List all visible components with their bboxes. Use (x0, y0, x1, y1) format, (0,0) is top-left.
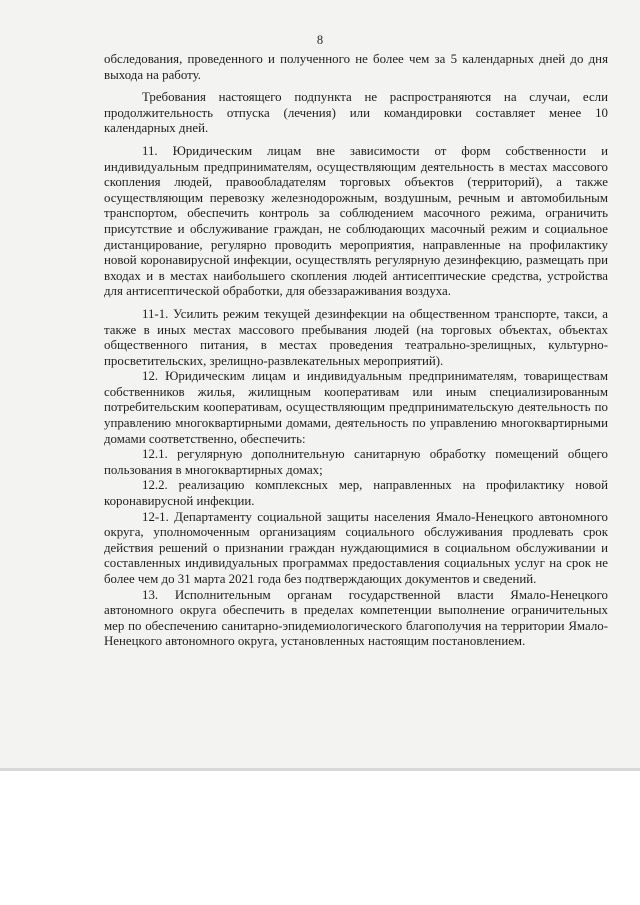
paragraph-13: 13. Исполнительным органам государственной власти Ямало-Ненецкого автономного округа обеспечить в пределах компетенции выполнение ограничительных мер по обеспечению санитарно-эпидемиологического благополучия на территории Ямало-Ненецкого автономного округа, установленных настоящим постановлением. (104, 587, 608, 649)
page-number: 8 (316, 33, 324, 47)
paragraph-12-1-dept: 12-1. Департаменту социальной защиты населения Ямало-Ненецкого автономного округа, уполномоченным организациям социального обслуживания продлевать срок действия решений о признании граждан нуждающимися в социальном обслуживании и составленных индивидуальных программах предоставления социальных услуг на срок не более чем до 31 марта 2021 года без подтверждающих документов и сведений. (104, 509, 608, 586)
document-body (104, 52, 608, 650)
paragraph-11: 11. Юридическим лицам вне зависимости от форм собственности и индивидуальным предпринимателям, осуществляющим деятельность в местах массового скопления людей, правообладателям торговых объектов (территорий), а также осуществляющим перевозку железнодорожным, воздушным, речным и автомобильным транспортом, обеспечить контроль за соблюдением масочного режима, ограничить присутствие и обслуживание граждан, не соблюдающих масочный режим и социальное дистанцирование, регулярно проводить мероприятия, направленные на профилактику новой коронавирусной инфекции, осуществлять регулярную дезинфекцию, размещать при входах и в местах наибольшего скопления людей антисептические средства, устройства для антисептической обработки, для обеззараживания воздуха. (104, 143, 608, 299)
paragraph-exception: Требования настоящего подпункта не распространяются на случаи, если продолжительность отпуска (лечения) или командировки составляет менее 10 календарных дней. (104, 90, 608, 136)
paragraph-12-2: 12.2. реализацию комплексных мер, направленных на профилактику новой коронавирусной инфекции. (104, 478, 608, 509)
paragraph-12-1: 12.1. регулярную дополнительную санитарную обработку помещений общего пользования в многоквартирных домах; (104, 447, 608, 477)
paragraph-12: 12. Юридическим лицам и индивидуальным предпринимателям, товариществам собственников жилья, жилищным кооперативам или иным специализированным потребительским кооперативам, осуществляющим предпринимательскую деятельность по управлению многоквартирными домами, деятельность по управлению многоквартирными домами соответственно, обеспечить: (104, 369, 608, 446)
page-bottom-edge (0, 768, 640, 771)
paragraph-11-1: 11-1. Усилить режим текущей дезинфекции на общественном транспорте, такси, а также в иных местах массового пребывания людей (на торговых объектах, объектах общественного питания, в местах проведения театрально-зрелищных, культурно-просветительских, зрелищно-развлекательных мероприятий). (104, 306, 608, 368)
paragraph-continuation: обследования, проведенного и полученного не более чем за 5 календарных дней до дня выхода на работу. (104, 52, 608, 82)
